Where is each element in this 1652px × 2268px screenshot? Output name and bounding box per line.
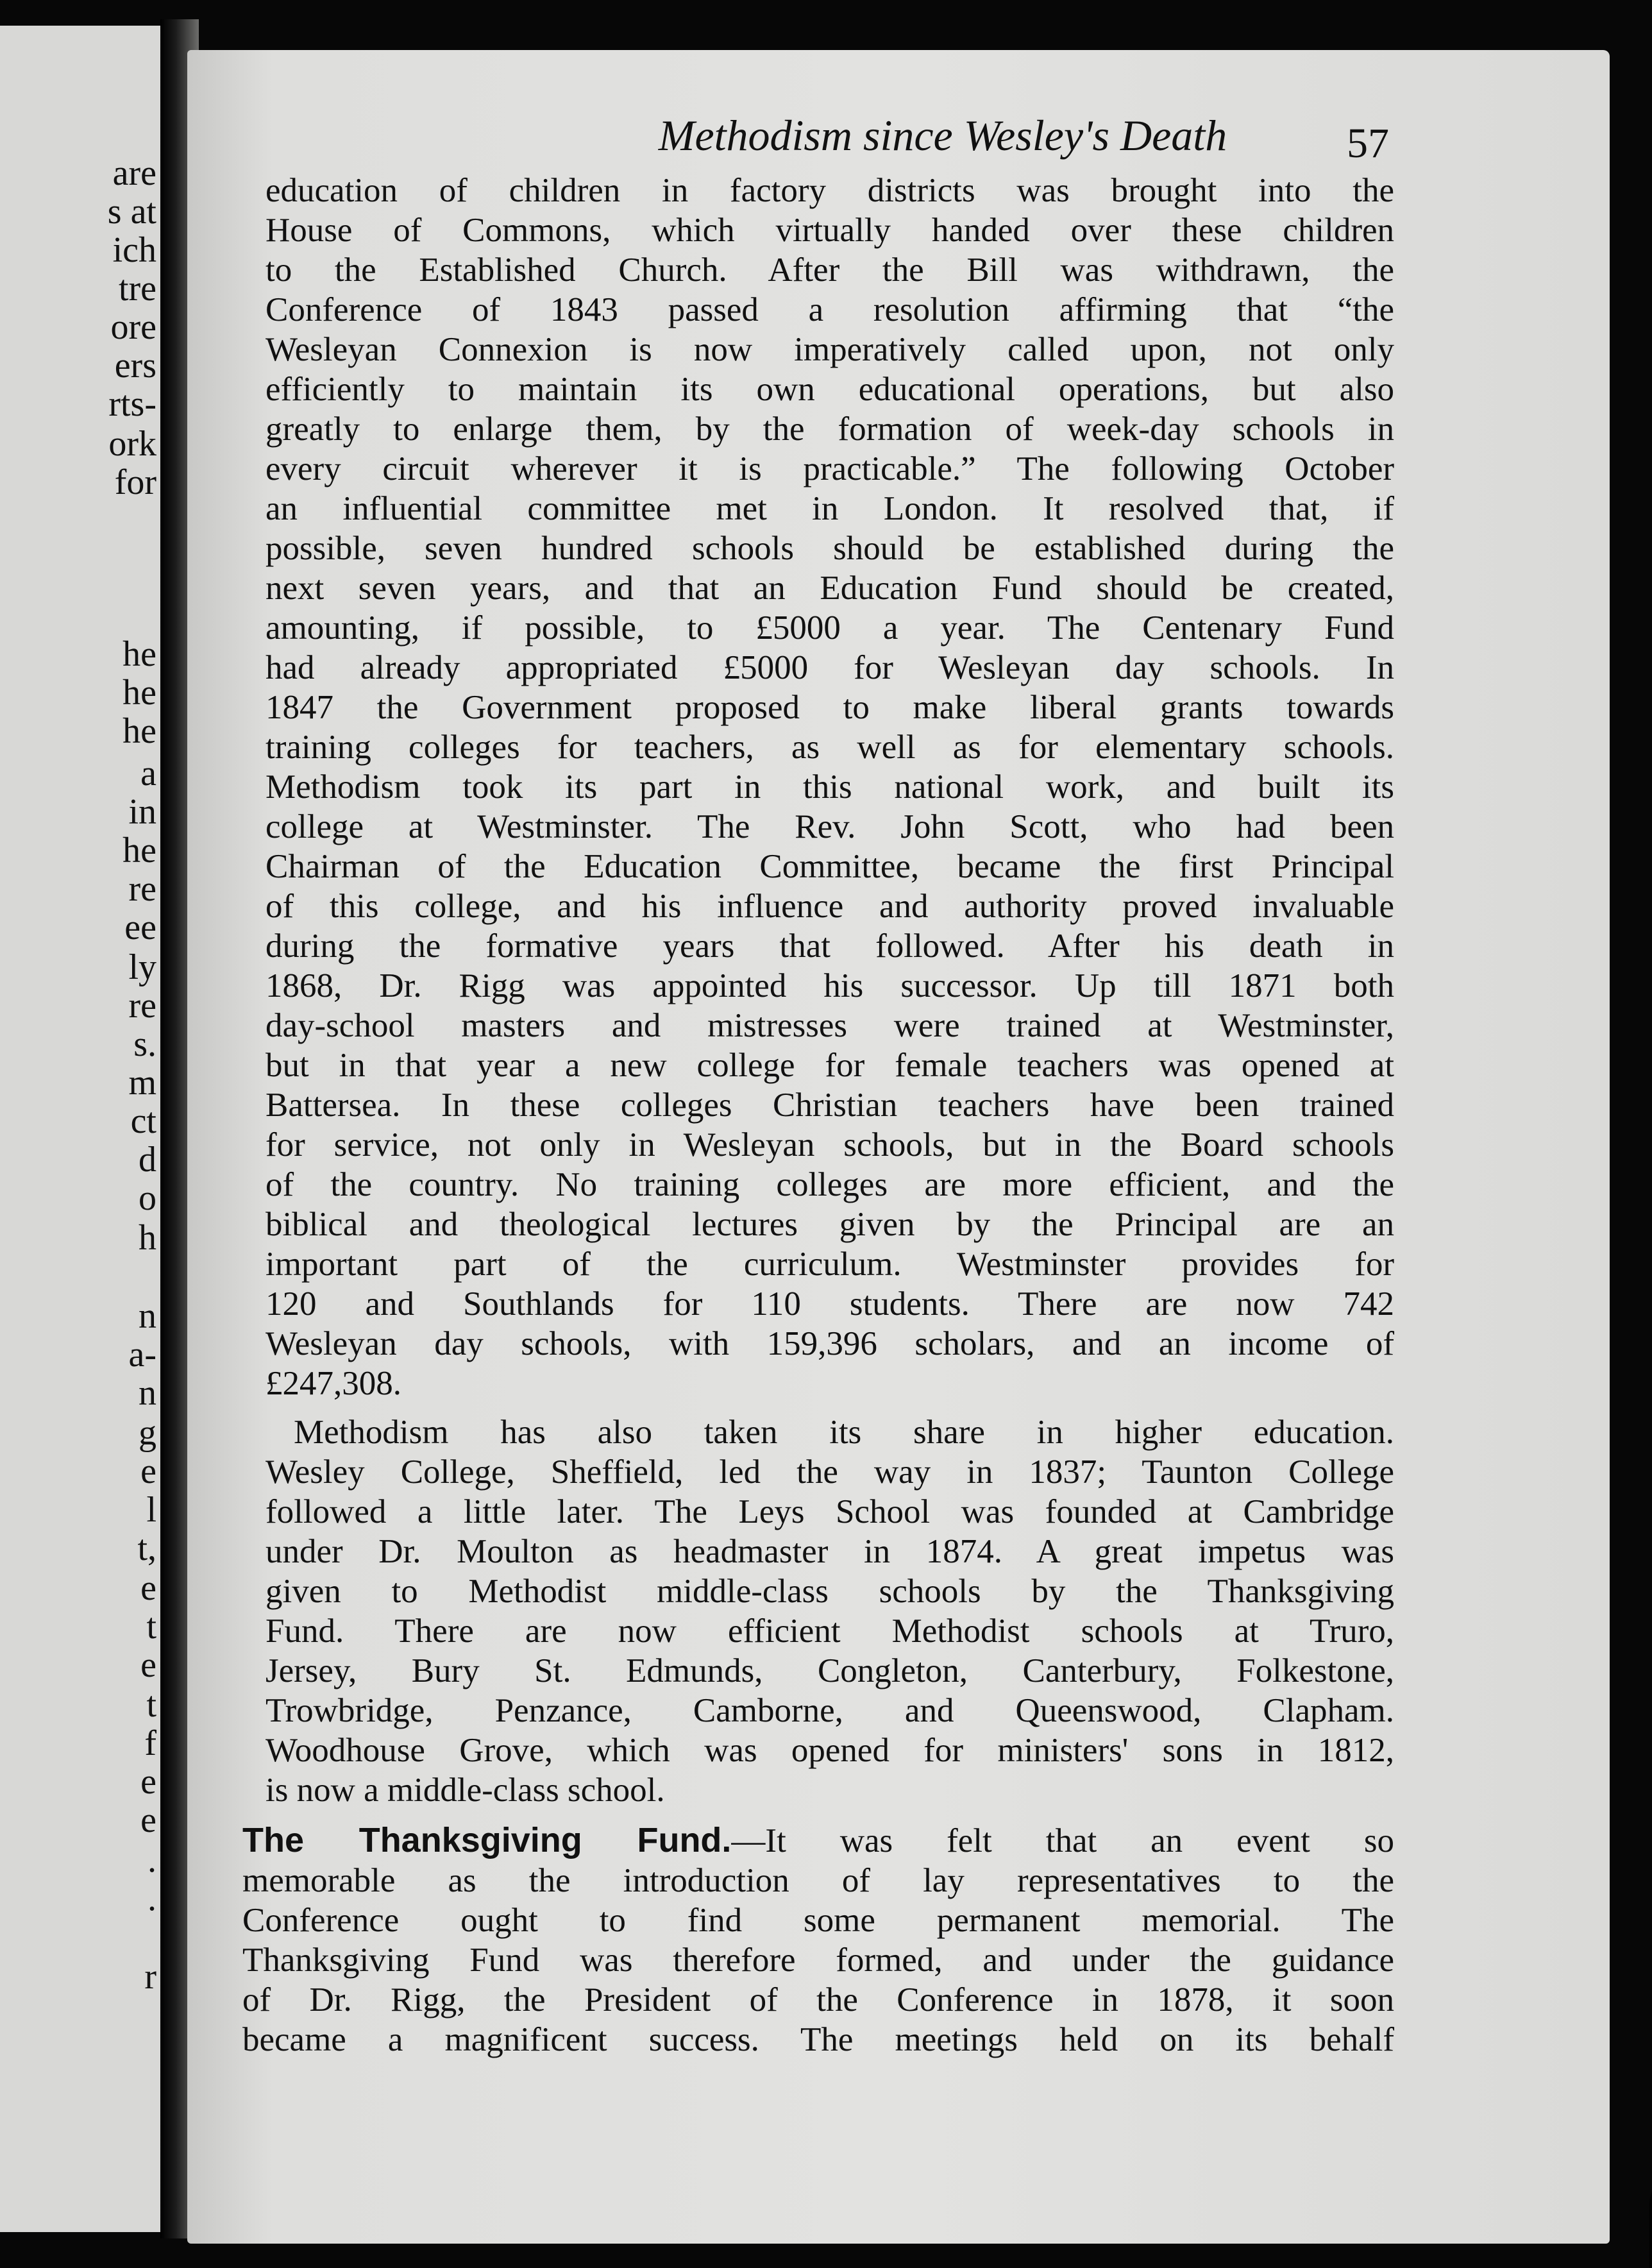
text-line: during the formative years that followed. After his death in xyxy=(266,927,1394,965)
facing-page-fragment: a- xyxy=(128,1335,156,1375)
text-line: day-school masters and mistresses were trained at Westminster, xyxy=(266,1007,1394,1044)
text-line: next seven years, and that an Education Fund should be created, xyxy=(266,570,1394,607)
text-line: Methodism has also taken its share in higher education. xyxy=(294,1414,1394,1451)
facing-page-fragment: ly xyxy=(128,947,156,987)
facing-page-fragment: m xyxy=(128,1063,156,1103)
text-line: amounting, if possible, to £5000 a year. The Centenary Fund xyxy=(266,609,1394,647)
facing-page-fragment: ct xyxy=(130,1101,156,1141)
text-line: training colleges for teachers, as well as for elementary schools. xyxy=(266,729,1394,766)
facing-page-fragment: for xyxy=(114,462,156,502)
text-line: Battersea. In these colleges Christian teachers have been trained xyxy=(266,1087,1394,1124)
facing-page-fragment: h xyxy=(139,1218,156,1258)
text-line: 120 and Southlands for 110 students. There are now 742 xyxy=(266,1285,1394,1323)
facing-page-fragment: l xyxy=(146,1490,156,1530)
text-line: to the Established Church. After the Bill was withdrawn, the xyxy=(266,251,1394,289)
text-line: every circuit wherever it is practicable.” The following October xyxy=(266,450,1394,487)
text-line: efficiently to maintain its own educational operations, but also xyxy=(266,371,1394,408)
text-line: Fund. There are now efficient Methodist schools at Truro, xyxy=(266,1612,1394,1650)
facing-page-fragment: e xyxy=(140,1568,156,1608)
text-line: House of Commons, which virtually handed over these children xyxy=(266,212,1394,249)
text-line: followed a little later. The Leys School was founded at Cambridge xyxy=(266,1493,1394,1530)
section-heading: The Thanksgiving Fund. xyxy=(242,1821,732,1859)
facing-page-fragment: a xyxy=(140,754,156,793)
facing-page-fragment: t, xyxy=(137,1528,156,1568)
page-body xyxy=(242,171,1394,2060)
text-line: biblical and theological lectures given by the Principal are an xyxy=(266,1206,1394,1243)
facing-page-fragment: o xyxy=(139,1178,156,1218)
facing-page-fragment: he xyxy=(122,711,156,751)
facing-page-fragment: are xyxy=(112,153,156,193)
section-first-line xyxy=(242,1820,1394,1861)
text-line: Methodism took its part in this national work, and built its xyxy=(266,768,1394,806)
text-line: Woodhouse Grove, which was opened for ministers' sons in 1812, xyxy=(266,1732,1394,1769)
facing-page-fragment: s at xyxy=(107,192,156,232)
text-line: college at Westminster. The Rev. John Scott, who had been xyxy=(266,808,1394,845)
facing-page-fragment: in xyxy=(128,792,156,832)
facing-page-edge xyxy=(0,26,169,2232)
facing-page-fragment: n xyxy=(139,1296,156,1336)
facing-page-fragment: ers xyxy=(114,346,156,385)
text-line: an influential committee met in London. It resolved that, if xyxy=(266,490,1394,527)
text-line: Conference ought to find some permanent memorial. The xyxy=(242,1902,1394,1939)
facing-page-fragment: t xyxy=(146,1607,156,1646)
text-line: £247,308. xyxy=(266,1365,401,1402)
text-line: is now a middle-class school. xyxy=(266,1772,665,1809)
text-line: 1868, Dr. Rigg was appointed his successor. Up till 1871 both xyxy=(266,967,1394,1004)
text-line: Jersey, Bury St. Edmunds, Congleton, Canterbury, Folkestone, xyxy=(266,1652,1394,1689)
facing-page-fragment: ork xyxy=(108,424,156,464)
text-line: had already appropriated £5000 for Wesleyan day schools. In xyxy=(266,649,1394,686)
text-line: of this college, and his influence and authority proved invaluable xyxy=(266,888,1394,925)
facing-page-fragment: ich xyxy=(112,230,156,270)
text-line: Wesleyan Connexion is now imperatively called upon, not only xyxy=(266,331,1394,368)
text-line: memorable as the introduction of lay representatives to the xyxy=(242,1862,1394,1899)
running-head: Methodism since Wesley's Death xyxy=(658,111,1227,160)
text-line: Chairman of the Education Committee, became the first Principal xyxy=(266,848,1394,885)
text-line: of the country. No training colleges are more efficient, and the xyxy=(266,1166,1394,1203)
facing-page-fragment: r xyxy=(144,1957,156,1997)
facing-page-fragment: e xyxy=(140,1762,156,1802)
text-line: Trowbridge, Penzance, Camborne, and Queenswood, Clapham. xyxy=(266,1692,1394,1729)
facing-page-fragment: he xyxy=(122,673,156,713)
facing-page-fragment: s. xyxy=(133,1024,156,1064)
facing-page-fragment: he xyxy=(122,634,156,674)
facing-page-fragment: e xyxy=(140,1451,156,1491)
text-line: Thanksgiving Fund was therefore formed, and under the guidance xyxy=(242,1942,1394,1979)
facing-page-fragment: . xyxy=(148,1879,156,1918)
book-page xyxy=(187,50,1610,2244)
facing-page-fragment: e xyxy=(140,1645,156,1685)
text-line: of Dr. Rigg, the President of the Conference in 1878, it soon xyxy=(242,1981,1394,2018)
text-line: became a magnificent success. The meetings held on its behalf xyxy=(242,2021,1394,2058)
facing-page-fragment: f xyxy=(144,1723,156,1763)
text-line: education of children in factory districts was brought into the xyxy=(266,172,1394,209)
facing-page-fragment: g xyxy=(139,1413,156,1453)
facing-page-fragment: re xyxy=(128,869,156,909)
text-line: but in that year a new college for female teachers was opened at xyxy=(266,1047,1394,1084)
page-clip xyxy=(1649,2167,1652,2268)
paragraph-education xyxy=(266,171,1394,1403)
facing-page-fragment: ee xyxy=(124,908,156,947)
facing-page-fragment: n xyxy=(139,1373,156,1413)
section-thanksgiving-fund xyxy=(242,1820,1394,2060)
facing-page-fragment: ore xyxy=(110,307,156,347)
facing-page-fragment: . xyxy=(148,1840,156,1880)
text-line: for service, not only in Wesleyan schools, but in the Board schools xyxy=(266,1126,1394,1164)
section-body xyxy=(242,1861,1394,2060)
text-line: under Dr. Moulton as headmaster in 1874. A great impetus was xyxy=(266,1533,1394,1570)
text-line: given to Methodist middle-class schools by the Thanksgiving xyxy=(266,1573,1394,1610)
text-line: Wesleyan day schools, with 159,396 scholars, and an income of xyxy=(266,1325,1394,1362)
text-line: greatly to enlarge them, by the formation of week-day schools in xyxy=(266,410,1394,448)
page-number: 57 xyxy=(1347,120,1389,167)
text-line: important part of the curriculum. Westminster provides for xyxy=(266,1246,1394,1283)
facing-page-fragment: t xyxy=(146,1685,156,1725)
facing-page-fragment: rts- xyxy=(108,384,156,424)
facing-page-fragment: he xyxy=(122,831,156,870)
facing-page-fragment: e xyxy=(140,1800,156,1840)
facing-page-fragment: re xyxy=(128,986,156,1026)
facing-page-fragment: tre xyxy=(118,269,156,309)
paragraph-higher-education xyxy=(266,1412,1394,1810)
text-line: Conference of 1843 passed a resolution affirming that “the xyxy=(266,291,1394,328)
facing-page-fragment: d xyxy=(139,1140,156,1180)
section-first-line-text: —It was felt that an event so xyxy=(731,1822,1394,1859)
text-line: possible, seven hundred schools should be established during the xyxy=(266,530,1394,567)
text-line: Wesley College, Sheffield, led the way in 1837; Taunton College xyxy=(266,1453,1394,1491)
text-line: 1847 the Government proposed to make liberal grants towards xyxy=(266,689,1394,726)
